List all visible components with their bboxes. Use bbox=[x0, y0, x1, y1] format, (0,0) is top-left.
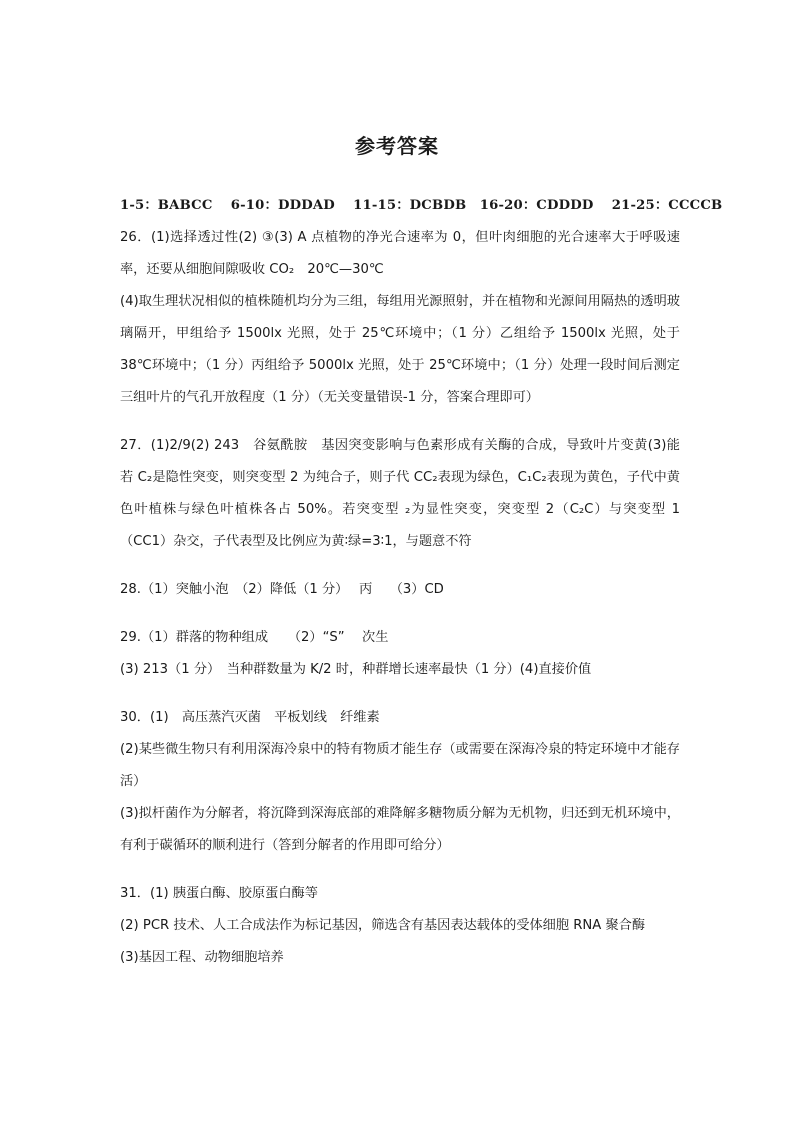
q26-part1: 26．(1)选择透过性(2) ③(3) A 点植物的净光合速率为 0，但叶肉细胞的光合速率大于呼吸速率，还要从细胞间隙吸收 CO₂ 20℃—30℃ bbox=[120, 230, 680, 277]
spacer bbox=[120, 606, 680, 622]
spacer bbox=[120, 414, 680, 430]
q29-line1: 29.（1）群落的物种组成 （2）“S” 次生 bbox=[120, 630, 389, 645]
q30-part2: (2)某些微生物只有利用深海冷泉中的特有物质才能生存（或需要在深海冷泉的特定环境中才能存活） bbox=[120, 742, 680, 789]
q26-part2: (4)取生理状况相似的植株随机均分为三组，每组用光源照射，并在植物和光源间用隔热的透明玻璃隔开，甲组给予 1500lx 光照，处于 25℃环境中；（1 分）乙组给予 1500lx 光照，处于 38℃环境中；（1 分）丙组给予 5000lx 光照，处于 25℃环境中；（1 分）处理一段时间后测定三组叶片的气孔开放程度（1 分）（无关变量错误-1 分，答案合理即可） bbox=[120, 294, 680, 405]
q31-line3: (3)基因工程、动物细胞培养 bbox=[120, 950, 284, 965]
q30-part3: (3)拟杆菌作为分解者，将沉降到深海底部的难降解多糖物质分解为无机物，归还到无机环境中，有利于碳循环的顺利进行（答到分解者的作用即可给分） bbox=[120, 806, 680, 853]
q31-line2: (2) PCR 技术、人工合成法作为标记基因，筛选含有基因表达载体的受体细胞 RNA 聚合酶 bbox=[120, 918, 646, 933]
q28-answer: 28.（1）突触小泡 （2）降低（1 分） 丙 （3）CD bbox=[120, 582, 444, 597]
q31-line1: 31．(1) 胰蛋白酶、胶原蛋白酶等 bbox=[120, 886, 318, 901]
page-title: 参考答案 bbox=[355, 134, 439, 158]
q30-line1: 30．(1) 高压蒸汽灭菌 平板划线 纤维素 bbox=[120, 710, 380, 725]
q27-answer: 27．(1)2/9(2) 243 谷氨酰胺 基因突变影响与色素形成有关酶的合成，导致叶片变黄(3)能 若 C₂是隐性突变，则突变型 2 为纯合子，则子代 CC₂表现为绿色，C₁C₂表现为黄色，子代中黄色叶植株与绿色叶植株各占 50%。若突变型 ₂为显性突变，突变型 2（C₂C）与突变型 1（CC1）杂交，子代表型及比例应为黄∶绿=3∶1，与题意不符 bbox=[120, 438, 694, 549]
multiple-choice-answers: 1-5：BABCC 6-10：DDDAD 11-15：DCBDB 16-20：CDDDD 21-25：CCCCB bbox=[120, 198, 723, 213]
answer-content bbox=[120, 190, 723, 974]
q29-line2: (3) 213（1 分） 当种群数量为 K/2 时，种群增长速率最快（1 分）(4)直接价值 bbox=[120, 662, 592, 677]
spacer bbox=[120, 558, 680, 574]
spacer bbox=[120, 686, 680, 702]
spacer bbox=[120, 862, 680, 878]
